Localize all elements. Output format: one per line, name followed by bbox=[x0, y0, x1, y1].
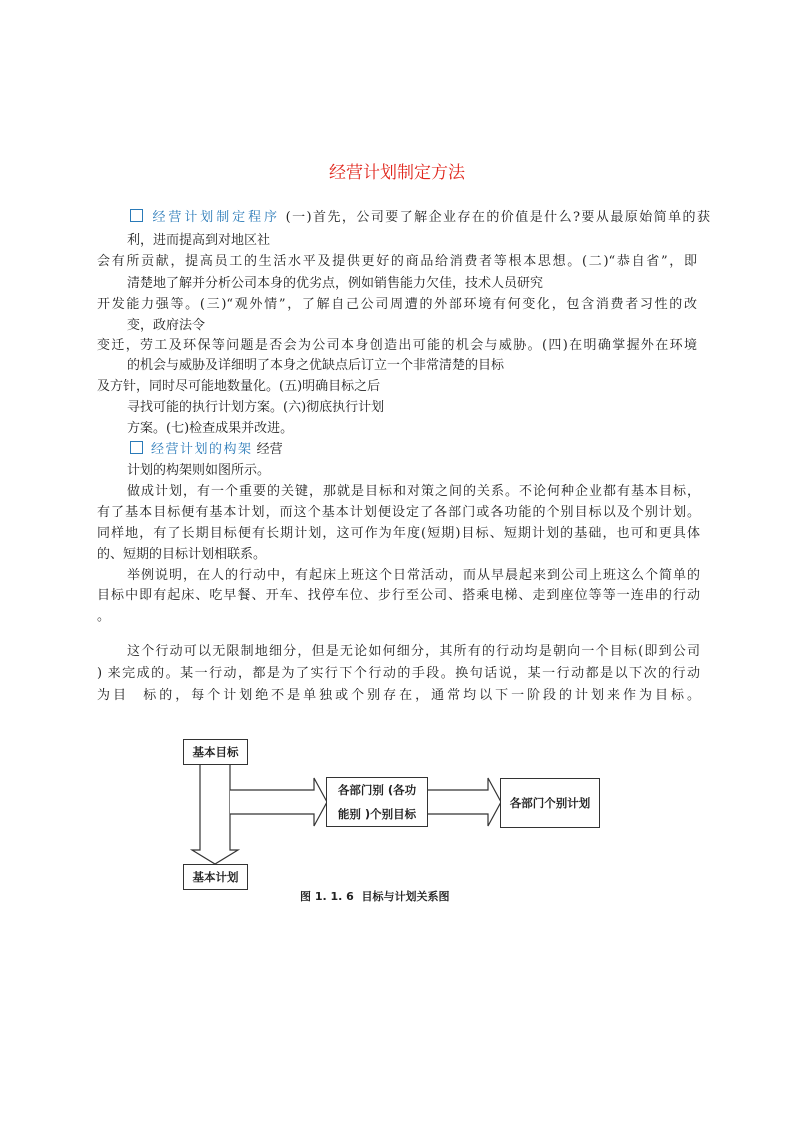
dept-goal-box bbox=[326, 777, 428, 827]
paragraph-line: 方案。(七)检查成果并改进。 bbox=[127, 421, 294, 436]
basic-goal-box: 基本目标 bbox=[183, 739, 248, 765]
paragraph-line: 做成计划，有一个重要的关键，那就是目标和对策之间的关系。不论何种企业都有基本目标， bbox=[127, 484, 700, 499]
paragraph-line: 目标中即有起床、吃早餐、开车、找停车位、步行至公司、搭乘电梯、走到座位等等一连串的行动 bbox=[97, 588, 700, 603]
right-arrow-icon bbox=[427, 778, 501, 826]
paragraph-line: 的、短期的目标计划相联系。 bbox=[97, 547, 267, 562]
section-heading: 经营计划制定程序 bbox=[151, 210, 280, 225]
basic-plan-box: 基本计划 bbox=[183, 864, 248, 890]
right-arrow-icon bbox=[230, 778, 327, 826]
paragraph-line: 开发能力强等。(三)“观外情”，了解自己公司周遭的外部环境有何变化，包含消费者习性的改 bbox=[97, 297, 697, 312]
paragraph-line: 变迁，劳工及环保等问题是否会为公司本身创造出可能的机会与威胁。(四)在明确掌握外在环境 bbox=[97, 338, 697, 353]
dept-plan-box: 各部门个别计划 bbox=[500, 778, 600, 828]
box-text: 能别 )个别目标 bbox=[337, 807, 417, 821]
paragraph-line: 这个行动可以无限制地细分，但是无论如何细分，其所有的行动均是朝向一个目标(即到公司 bbox=[127, 644, 700, 659]
paragraph-line: 变，政府法令 bbox=[127, 318, 206, 333]
paragraph-line: 及方针，同时尽可能地数量化。(五)明确目标之后 bbox=[97, 379, 381, 394]
paragraph-line: 为目 标的，每个计划绝不是单独或个别存在，通常均以下一阶段的计划来作为目标。 bbox=[97, 688, 700, 703]
paragraph-line: 会有所贡献，提高员工的生活水平及提供更好的商品给消费者等根本思想。(二)“恭自省”，即 bbox=[97, 254, 697, 269]
page-title: 经营计划制定方法 bbox=[329, 163, 465, 183]
paragraph-line: 的机会与威胁及详细明了本身之优缺点后订立一个非常清楚的目标 bbox=[127, 358, 505, 373]
paragraph-text: 经营 bbox=[256, 442, 283, 457]
box-text: 各部门别 (各功 bbox=[337, 783, 417, 797]
paragraph-text: (一)首先，公司要了解企业存在的价值是什么?要从最原始简单的获 bbox=[285, 210, 710, 225]
section-heading: 经营计划的构架 bbox=[151, 442, 253, 457]
figure-caption: 图 1. 1. 6 目标与计划关系图 bbox=[300, 890, 450, 903]
paragraph-line: 有了基本目标便有基本计划，而这个基本计划便设定了各部门或各功能的个别目标以及个别计划。 bbox=[97, 505, 700, 520]
paragraph-line: 清楚地了解并分析公司本身的优劣点，例如销售能力欠佳，技术人员研究 bbox=[127, 276, 544, 291]
paragraph-line: 举例说明，在人的行动中，有起床上班这个日常活动，而从早晨起来到公司上班这么个简单的 bbox=[127, 568, 700, 583]
paragraph-line: 。 bbox=[97, 609, 111, 624]
paragraph-line: 计划的构架则如图所示。 bbox=[127, 463, 271, 478]
paragraph-line: 寻找可能的执行计划方案。(六)彻底执行计划 bbox=[127, 400, 385, 415]
paragraph-line: 同样地，有了长期目标便有长期计划，这可作为年度(短期)目标、短期计划的基础，也可和更具体 bbox=[97, 526, 700, 541]
paragraph-line: ) 来完成的。某一行动，都是为了实行下个行动的手段。换句话说，某一行动都是以下次的行动 bbox=[97, 666, 700, 681]
paragraph-line: 利，进而提高到对地区社 bbox=[127, 233, 271, 248]
